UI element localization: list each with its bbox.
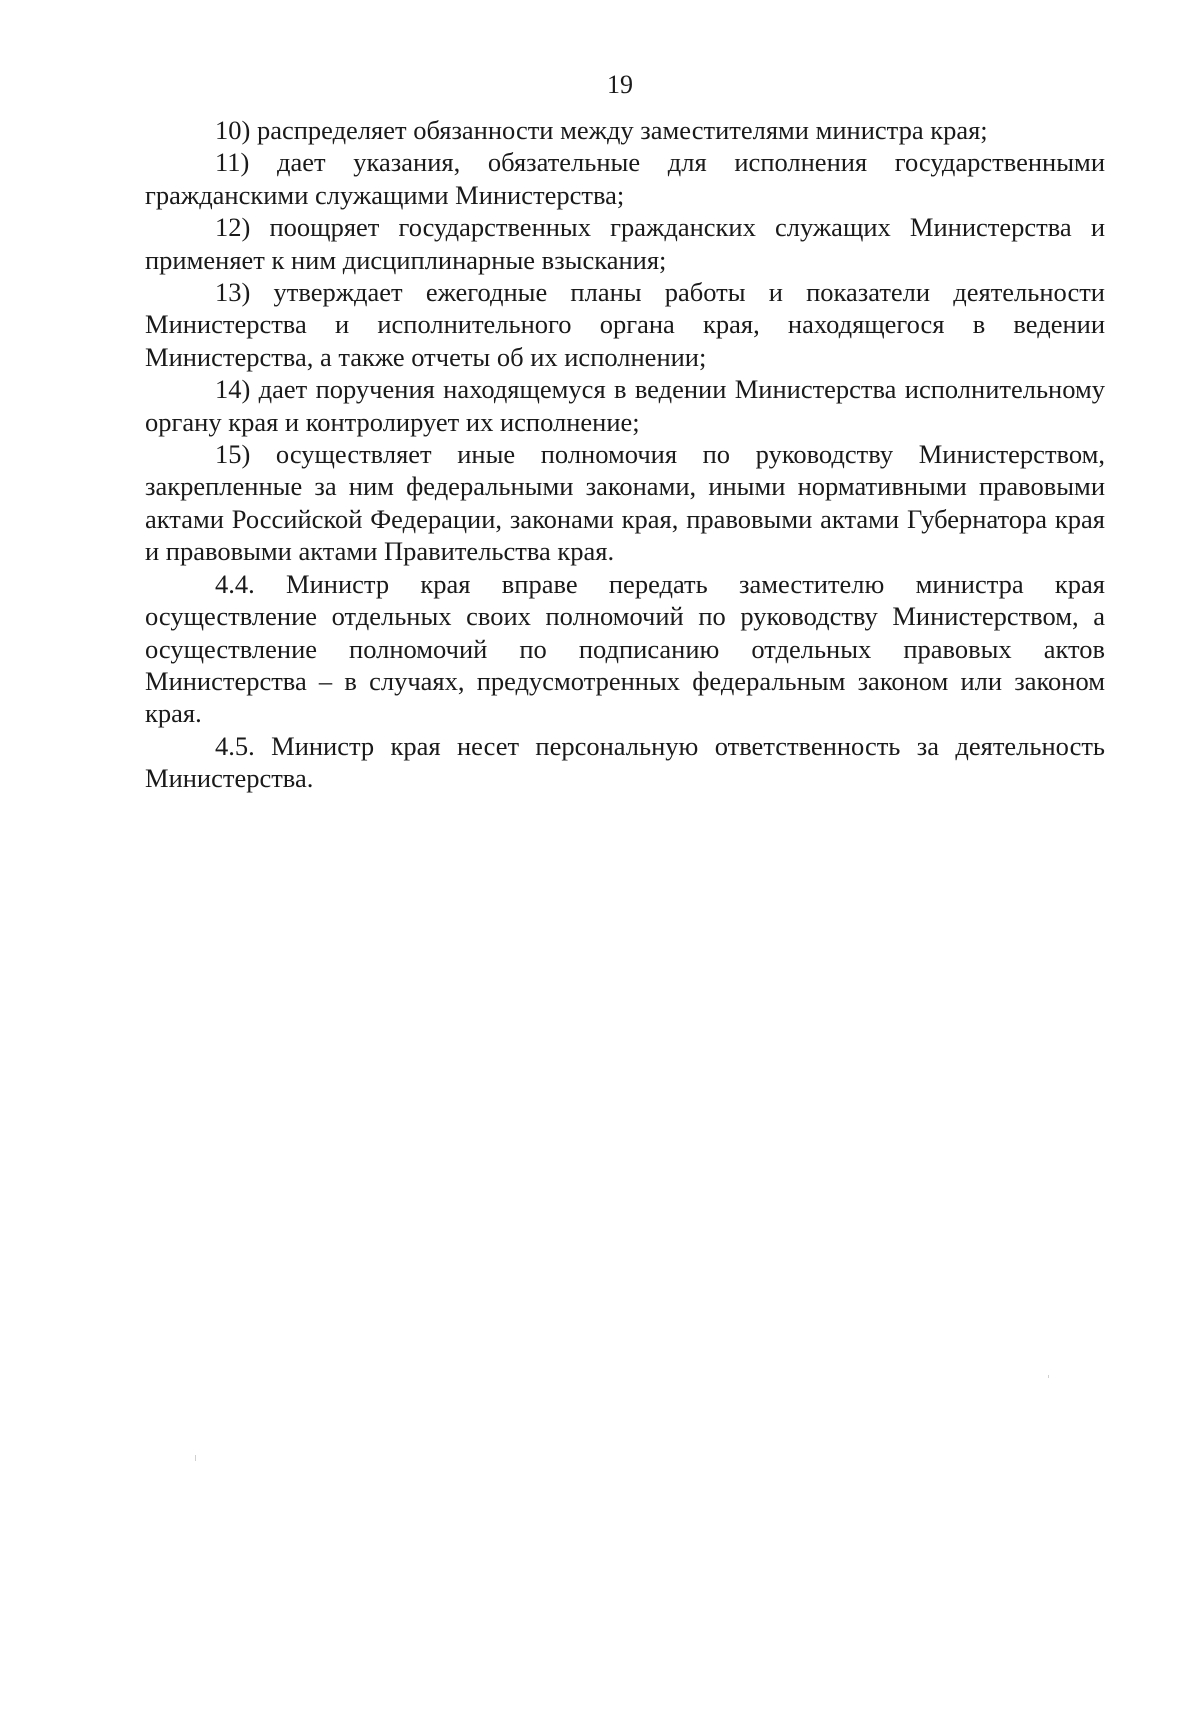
- paragraph-item-14: 14) дает поручения находящемуся в ведении Министерства исполнительному органу края и контролирует их исполнение;: [145, 374, 1105, 437]
- document-body: [145, 114, 1105, 795]
- scan-speck: [195, 1455, 196, 1461]
- paragraph-item-15: 15) осуществляет иные полномочия по руководству Министерством, закрепленные за ним федеральными законами, иными нормативными правовыми актами Российской Федерации, законами края, правовыми актами Губернатора края и правовыми актами Правительства края.: [145, 439, 1105, 567]
- paragraph-item-13: 13) утверждает ежегодные планы работы и показатели деятельности Министерства и исполнительного органа края, находящегося в ведении Министерства, а также отчеты об их исполнении;: [145, 277, 1105, 372]
- page-number: 19: [607, 70, 633, 99]
- paragraph-section-4-5: 4.5. Министр края несет персональную ответственность за деятельность Министерства.: [145, 730, 1105, 794]
- paragraph-item-11: 11) дает указания, обязательные для исполнения государственными гражданскими служащими Министерства;: [145, 147, 1105, 210]
- paragraph-section-4-4: 4.4. Министр края вправе передать заместителю министра края осуществление отдельных своих полномочий по руководству Министерством, а осуществление полномочий по подписанию отдельных правовых актов Министерства – в случаях, предусмотренных федеральным законом или законом края.: [145, 568, 1105, 729]
- scan-speck: [1048, 1375, 1049, 1378]
- paragraph-item-10: 10) распределяет обязанности между заместителями министра края;: [215, 115, 988, 145]
- paragraph-item-12: 12) поощряет государственных гражданских служащих Министерства и применяет к ним дисциплинарные взыскания;: [145, 212, 1105, 275]
